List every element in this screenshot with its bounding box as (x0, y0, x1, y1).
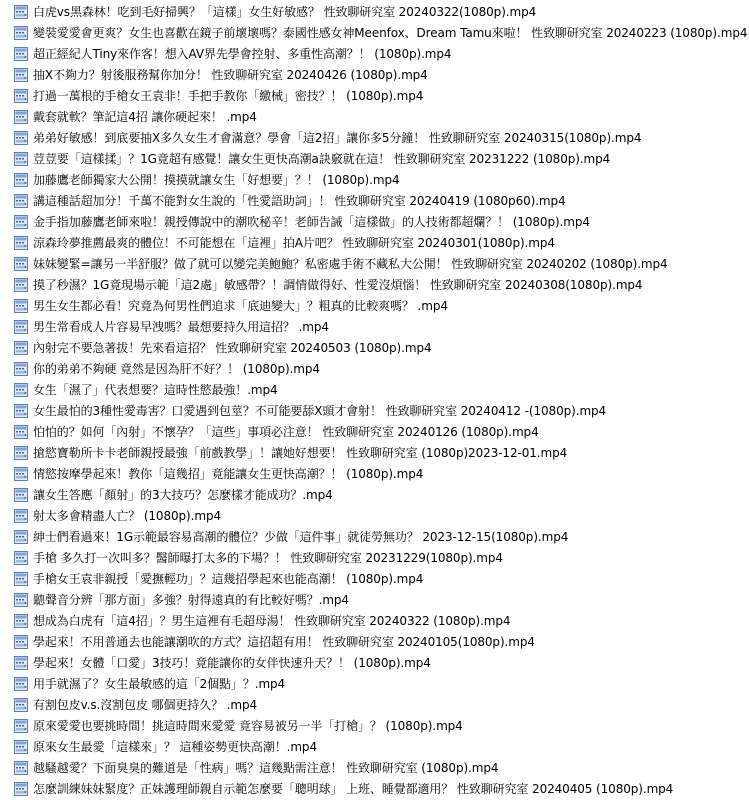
video-file-icon (13, 466, 29, 482)
file-name: 想成為白虎有「這4招」？男生這裡有毛超母湯！ 性致聊研究室 20240322 (1080p).mp4 (33, 613, 511, 628)
file-name: 摸了秒濕？1G竟現場示範「這2處」敏感帶？！調情做得好、性愛沒煩惱！ 性致聊研究室 20240308(1080p).mp4 (33, 277, 643, 292)
video-file-icon (13, 403, 29, 419)
video-file-icon (13, 88, 29, 104)
file-name: 講這種話超加分！千萬不能對女生說的「性愛語助詞」！ 性致聊研究室 20240419 (1080p60).mp4 (33, 193, 566, 208)
file-name: 女生「濕了」代表想要？這時性慾最強！.mp4 (33, 382, 278, 397)
file-name: 加藤鷹老師獨家大公開！摸摸就讓女生「好想要」？！ (1080p).mp4 (33, 172, 400, 187)
video-file-icon (13, 655, 29, 671)
file-name: 手槍 多久打一次叫多？醫師曝打太多的下場？！ 性致聊研究室 20231229(1080p).mp4 (33, 550, 503, 565)
video-file-icon (13, 550, 29, 566)
file-name: 讓女生答應「顏射」的3大技巧？怎麼樣才能成功？.mp4 (33, 487, 333, 502)
video-file-icon (13, 319, 29, 335)
file-name: 越騷越愛？下面臭臭的難道是「性病」嗎？這幾點需注意！ 性致聊研究室 (1080p).mp4 (33, 760, 499, 775)
file-item[interactable] (0, 463, 749, 484)
file-item[interactable] (0, 652, 749, 673)
video-file-icon (13, 214, 29, 230)
file-item[interactable] (0, 316, 749, 337)
file-item[interactable] (0, 505, 749, 526)
file-item[interactable] (0, 736, 749, 757)
file-name: 原來愛愛也要挑時間！挑這時間來愛愛 竟容易被另一半「打槍」？ (1080p).mp4 (33, 718, 463, 733)
file-item[interactable] (0, 568, 749, 589)
video-file-icon (13, 718, 29, 734)
video-file-icon (13, 781, 29, 797)
file-item[interactable] (0, 673, 749, 694)
file-item[interactable] (0, 295, 749, 316)
video-file-icon (13, 445, 29, 461)
video-file-icon (13, 613, 29, 629)
video-file-icon (13, 634, 29, 650)
video-file-icon (13, 109, 29, 125)
file-item[interactable] (0, 526, 749, 547)
video-file-icon (13, 67, 29, 83)
video-file-icon (13, 739, 29, 755)
file-item[interactable] (0, 715, 749, 736)
file-item[interactable] (0, 358, 749, 379)
video-file-icon (13, 151, 29, 167)
video-file-icon (13, 46, 29, 62)
file-item[interactable] (0, 22, 749, 43)
file-item[interactable] (0, 1, 749, 22)
file-name: 妹妹變緊=讓另一半舒服？做了就可以變完美鮑鮑？私密處手術不藏私大公開！ 性致聊研究室 20240202 (1080p).mp4 (33, 256, 668, 271)
file-item[interactable] (0, 547, 749, 568)
file-item[interactable] (0, 43, 749, 64)
video-file-icon (13, 172, 29, 188)
file-name: 手槍女王袁非親授「愛撫輕功」？這幾招學起來也能高潮！ (1080p).mp4 (33, 571, 424, 586)
file-item[interactable] (0, 148, 749, 169)
video-file-icon (13, 25, 29, 41)
file-name: 荳荳要「這樣揉」？1G竟超有感覺！讓女生更快高潮a訣竅就在這！ 性致聊研究室 20231222 (1080p).mp4 (33, 151, 611, 166)
file-item[interactable] (0, 589, 749, 610)
video-file-icon (13, 697, 29, 713)
file-name: 有割包皮v.s.沒割包皮 哪個更持久？ .mp4 (33, 697, 258, 712)
video-file-icon (13, 487, 29, 503)
video-file-icon (13, 676, 29, 692)
file-name: 射太多會精盡人亡？ (1080p).mp4 (33, 508, 221, 523)
video-file-icon (13, 235, 29, 251)
video-file-icon (13, 361, 29, 377)
file-name: 金手指加藤鷹老師來啦！親授傳說中的潮吹秘辛！老師告誡「這樣做」的人技術都超爛？！ (1080p).mp4 (33, 214, 590, 229)
file-name: 聽聲音分辨「那方面」多強？射得遠真的有比較好嗎？.mp4 (33, 592, 349, 607)
file-name: 搶慾寶勒所卡卡老師親授最強「前戲教學」！讓她好想要！ 性致聊研究室 (1080p)2023-12-01.mp4 (33, 445, 568, 460)
file-item[interactable] (0, 64, 749, 85)
file-name: 弟弟好敏感！到底要抽X多久女生才會滿意？學會「這2招」讓你多5分鐘！ 性致聊研究室 20240315(1080p).mp4 (33, 130, 642, 145)
file-item[interactable] (0, 337, 749, 358)
video-file-icon (13, 760, 29, 776)
file-name: 打過一萬根的手槍女王袁非！手把手教你「繳械」密技？！ (1080p).mp4 (33, 88, 424, 103)
file-item[interactable] (0, 400, 749, 421)
file-item[interactable] (0, 421, 749, 442)
video-file-icon (13, 298, 29, 314)
file-name: 男生常看成人片容易早洩嗎？最想要持久用這招？ .mp4 (33, 319, 329, 334)
file-name: 超正經紀人Tiny來作客！想入AV界先學會控射、多重性高潮？！ (1080p).mp4 (33, 46, 452, 61)
video-file-icon (13, 193, 29, 209)
file-name: 情慾按摩學起來！教你「這幾招」竟能讓女生更快高潮？！ (1080p).mp4 (33, 466, 424, 481)
file-item[interactable] (0, 169, 749, 190)
video-file-icon (13, 508, 29, 524)
file-name: 涼森玲夢推薦最爽的體位！不可能想在「這裡」拍A片吧？ 性致聊研究室 20240301(1080p).mp4 (33, 235, 555, 250)
video-file-icon (13, 424, 29, 440)
file-item[interactable] (0, 778, 749, 799)
file-item[interactable] (0, 190, 749, 211)
video-file-icon (13, 529, 29, 545)
file-name: 學起來！不用普通去也能讓潮吹的方式？這招超有用！ 性致聊研究室 20240105(1080p).mp4 (33, 634, 535, 649)
file-item[interactable] (0, 232, 749, 253)
file-name: 怎麼訓練妹妹緊度？正妹護理師親自示範怎麼要「聰明球」 上班、睡覺都適用？ 性致聊研究室 20240405 (1080p).mp4 (33, 781, 674, 796)
file-name: 戴套就軟？筆記這4招 讓你硬起來！ .mp4 (33, 109, 257, 124)
file-name: 抽X不夠力？射後服務幫你加分！ 性致聊研究室 20240426 (1080p).mp4 (33, 67, 428, 82)
video-file-icon (13, 382, 29, 398)
video-file-icon (13, 571, 29, 587)
file-item[interactable] (0, 106, 749, 127)
file-item[interactable] (0, 211, 749, 232)
file-name: 男生女生都必看！究竟為何男性們追求「底迪變大」？粗真的比較爽嗎？ .mp4 (33, 298, 448, 313)
video-file-icon (13, 592, 29, 608)
file-name: 白虎vs黑森林！吃到毛好掃興？「這樣」女生好敏感？ 性致聊研究室 20240322(1080p).mp4 (33, 4, 537, 19)
video-file-icon (13, 130, 29, 146)
file-name: 怕怕的？如何「內射」不懷孕？「這些」事項必注意！ 性致聊研究室 20240126 (1080p).mp4 (33, 424, 539, 439)
file-item[interactable] (0, 274, 749, 295)
file-name: 原來女生最愛「這樣來」？ 這種姿勢更快高潮！.mp4 (33, 739, 317, 754)
file-name: 變裝愛愛會更爽？女生也喜歡在鏡子前壞壞嗎？泰國性感女神Meenfox、Dream Tamu來啦！ 性致聊研究室 20240223 (1080p).mp4 (33, 25, 748, 40)
video-file-icon (13, 256, 29, 272)
file-item[interactable] (0, 442, 749, 463)
file-item[interactable] (0, 253, 749, 274)
file-item[interactable] (0, 631, 749, 652)
file-item[interactable] (0, 127, 749, 148)
video-file-icon (13, 277, 29, 293)
file-name: 學起來！女體「口愛」3技巧！竟能讓你的女伴快速升天？！ (1080p).mp4 (33, 655, 431, 670)
file-item[interactable] (0, 484, 749, 505)
video-file-icon (13, 4, 29, 20)
file-item[interactable] (0, 757, 749, 778)
file-name: 女生最怕的3種性愛毒害？口愛遇到包莖？不可能要舔X頭才會射！ 性致聊研究室 20240412 -(1080p).mp4 (33, 403, 607, 418)
file-item[interactable] (0, 610, 749, 631)
file-name: 用手就濕了？女生最敏感的這「2個點」？.mp4 (33, 676, 286, 691)
file-item[interactable] (0, 694, 749, 715)
file-item[interactable] (0, 379, 749, 400)
file-name: 紳士們看過來！1G示範最容易高潮的體位？少做「這件事」就徒勞無功？ 2023-12-15(1080p).mp4 (33, 529, 569, 544)
file-name: 你的弟弟不夠硬 竟然是因為肝不好？！ (1080p).mp4 (33, 361, 320, 376)
file-name: 內射完不要急著拔！先來看這招？ 性致聊研究室 20240503 (1080p).mp4 (33, 340, 432, 355)
file-item[interactable] (0, 85, 749, 106)
video-file-icon (13, 340, 29, 356)
